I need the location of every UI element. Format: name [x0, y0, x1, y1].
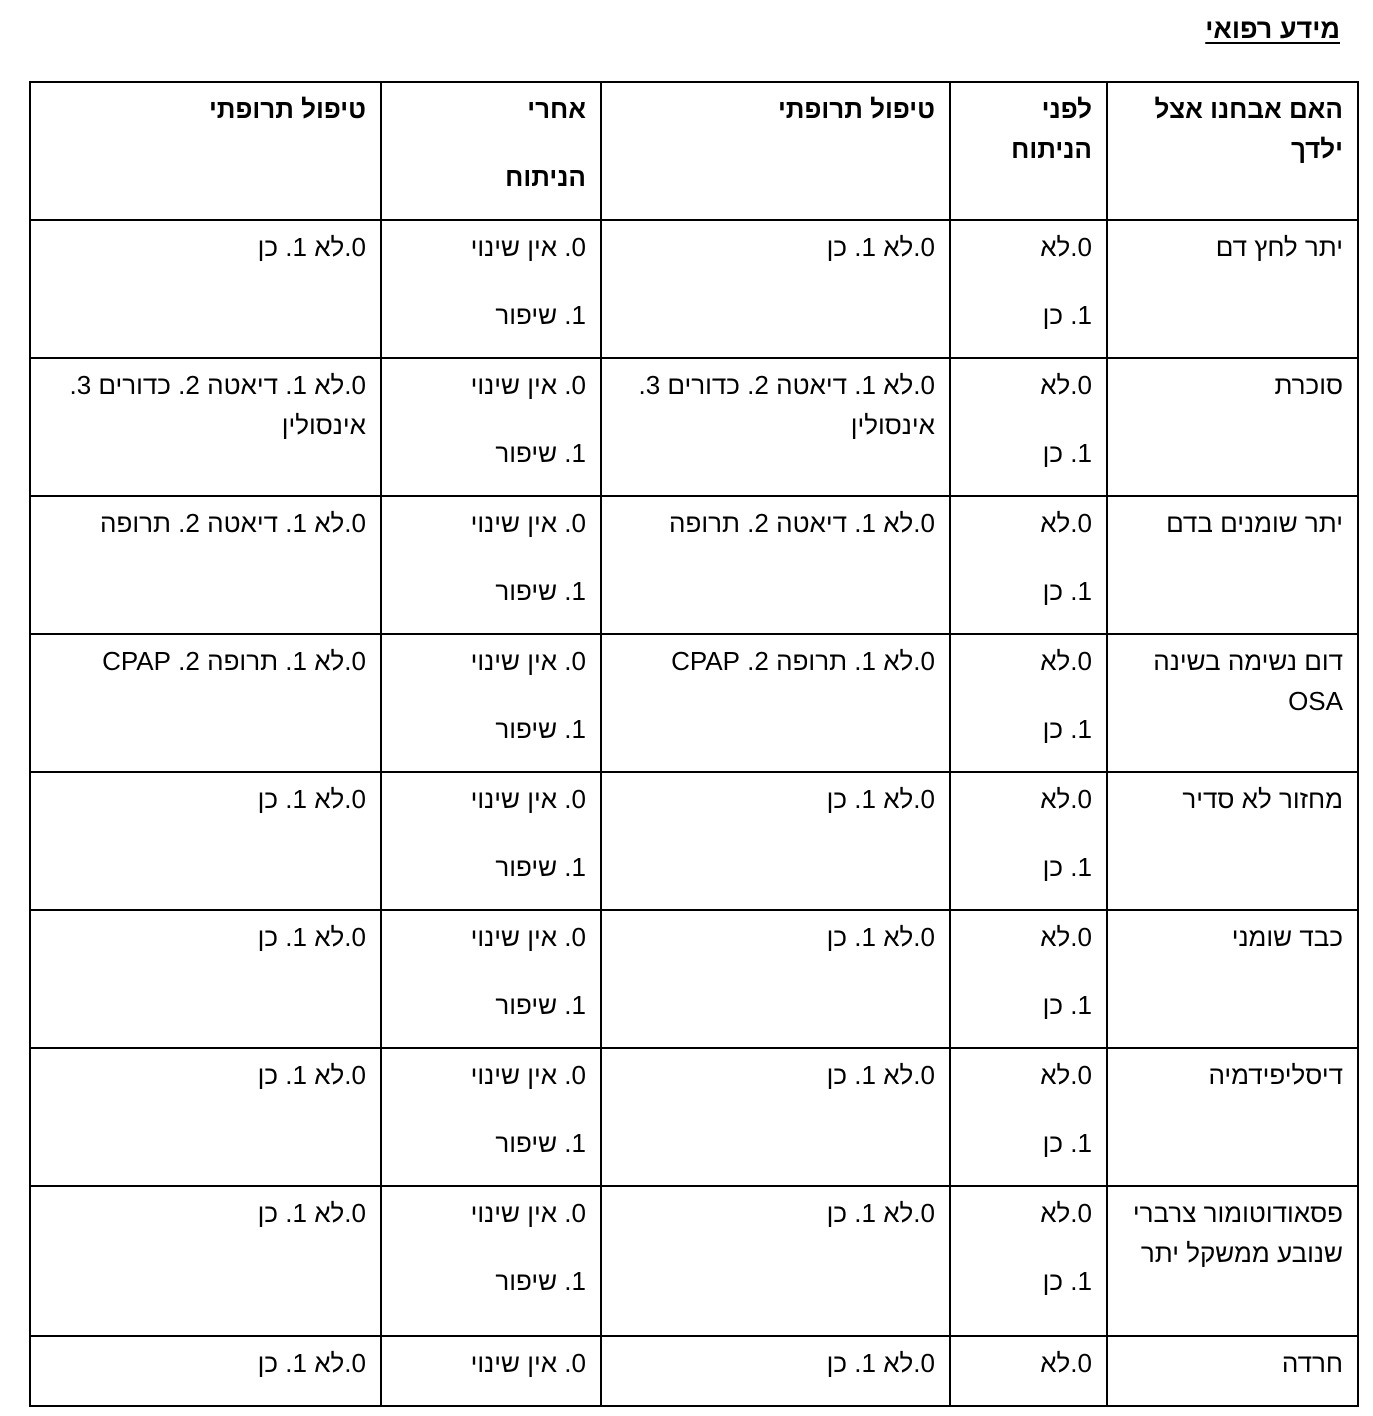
- treatment-before-cell: 0.לא 1. כן: [601, 910, 950, 1048]
- after-surgery-cell: 0. אין שינוי 1. שיפור: [381, 634, 601, 772]
- after-surgery-cell: 0. אין שינוי 1. שיפור: [381, 1186, 601, 1336]
- condition-cell: חרדה: [1107, 1336, 1358, 1406]
- table-row: [30, 496, 1358, 634]
- page-title: מידע רפואי: [1205, 14, 1340, 44]
- treatment-after-cell: 0.לא 1. כן: [30, 220, 381, 358]
- condition-cell: יתר שומנים בדם: [1107, 496, 1358, 634]
- before-surgery-cell: 0.לא 1. כן: [950, 1048, 1107, 1186]
- header-treatment-after: טיפול תרופתי: [30, 82, 381, 220]
- after-surgery-cell: 0. אין שינוי: [381, 1336, 601, 1406]
- header-before: לפני הניתוח: [950, 82, 1107, 220]
- table-row: [30, 910, 1358, 1048]
- table-row: [30, 220, 1358, 358]
- before-surgery-cell: 0.לא 1. כן: [950, 772, 1107, 910]
- after-surgery-cell: 0. אין שינוי 1. שיפור: [381, 496, 601, 634]
- before-surgery-cell: 0.לא 1. כן: [950, 910, 1107, 1048]
- treatment-before-cell: 0.לא 1. תרופה 2. CPAP: [601, 634, 950, 772]
- condition-cell: יתר לחץ דם: [1107, 220, 1358, 358]
- table-row: [30, 1186, 1358, 1336]
- after-surgery-cell: 0. אין שינוי 1. שיפור: [381, 910, 601, 1048]
- table-row: [30, 634, 1358, 772]
- treatment-after-cell: 0.לא 1. דיאטה 2. כדורים 3. אינסולין: [30, 358, 381, 496]
- treatment-before-cell: 0.לא 1. כן: [601, 1336, 950, 1406]
- treatment-after-cell: 0.לא 1. כן: [30, 1186, 381, 1336]
- treatment-before-cell: 0.לא 1. כן: [601, 1186, 950, 1336]
- after-surgery-cell: 0. אין שינוי 1. שיפור: [381, 1048, 601, 1186]
- header-condition: האם אבחנו אצל ילדך: [1107, 82, 1358, 220]
- condition-cell: סוכרת: [1107, 358, 1358, 496]
- before-surgery-cell: 0.לא 1. כן: [950, 634, 1107, 772]
- table-row: [30, 1336, 1358, 1406]
- table-row: [30, 1048, 1358, 1186]
- after-surgery-cell: 0. אין שינוי 1. שיפור: [381, 220, 601, 358]
- header-treatment-before: טיפול תרופתי: [601, 82, 950, 220]
- header-after: אחרי הניתוח: [381, 82, 601, 220]
- treatment-after-cell: 0.לא 1. כן: [30, 1336, 381, 1406]
- treatment-before-cell: 0.לא 1. כן: [601, 772, 950, 910]
- before-surgery-cell: 0.לא 1. כן: [950, 496, 1107, 634]
- after-surgery-cell: 0. אין שינוי 1. שיפור: [381, 358, 601, 496]
- treatment-after-cell: 0.לא 1. דיאטה 2. תרופה: [30, 496, 381, 634]
- before-surgery-cell: 0.לא 1. כן: [950, 220, 1107, 358]
- condition-cell: מחזור לא סדיר: [1107, 772, 1358, 910]
- treatment-before-cell: 0.לא 1. דיאטה 2. תרופה: [601, 496, 950, 634]
- treatment-after-cell: 0.לא 1. כן: [30, 772, 381, 910]
- medical-info-table: [29, 81, 1359, 1407]
- condition-cell: דיסליפידמיה: [1107, 1048, 1358, 1186]
- header-row: [30, 82, 1358, 220]
- treatment-after-cell: 0.לא 1. כן: [30, 1048, 381, 1186]
- table-row: [30, 358, 1358, 496]
- condition-cell: כבד שומני: [1107, 910, 1358, 1048]
- treatment-before-cell: 0.לא 1. דיאטה 2. כדורים 3. אינסולין: [601, 358, 950, 496]
- treatment-after-cell: 0.לא 1. תרופה 2. CPAP: [30, 634, 381, 772]
- treatment-after-cell: 0.לא 1. כן: [30, 910, 381, 1048]
- before-surgery-cell: 0.לא: [950, 1336, 1107, 1406]
- condition-cell: דום נשימה בשינה OSA: [1107, 634, 1358, 772]
- table-row: [30, 772, 1358, 910]
- after-surgery-cell: 0. אין שינוי 1. שיפור: [381, 772, 601, 910]
- before-surgery-cell: 0.לא 1. כן: [950, 1186, 1107, 1336]
- treatment-before-cell: 0.לא 1. כן: [601, 1048, 950, 1186]
- treatment-before-cell: 0.לא 1. כן: [601, 220, 950, 358]
- before-surgery-cell: 0.לא 1. כן: [950, 358, 1107, 496]
- condition-cell: פסאודוטומור צרברי שנובע ממשקל יתר: [1107, 1186, 1358, 1336]
